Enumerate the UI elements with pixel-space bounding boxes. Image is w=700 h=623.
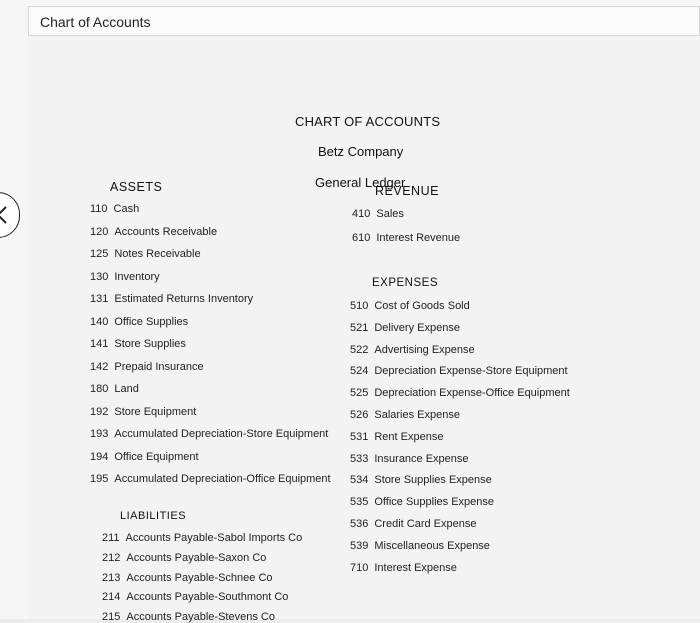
title-bar — [28, 6, 700, 36]
account-row — [90, 248, 201, 260]
account-name: Credit Card Expense — [374, 518, 477, 530]
account-row — [350, 496, 494, 508]
account-name: Store Supplies — [114, 338, 186, 350]
account-number: 524 — [350, 365, 369, 378]
account-row — [350, 322, 460, 334]
account-name: Interest Revenue — [376, 232, 461, 244]
account-name: Salaries Expense — [374, 409, 460, 421]
account-name: Notes Receivable — [114, 248, 201, 260]
account-name: Office Supplies Expense — [374, 496, 495, 509]
account-row — [90, 203, 139, 215]
account-number: 526 — [350, 409, 369, 421]
account-number: 539 — [350, 539, 369, 552]
account-row — [102, 552, 266, 564]
account-name: Accumulated Depreciation-Office Equipment — [114, 473, 331, 485]
account-name: Cost of Goods Sold — [374, 300, 470, 312]
account-number: 211 — [102, 532, 120, 544]
account-name: Accumulated Depreciation-Store Equipment — [114, 428, 329, 440]
account-number: 213 — [102, 571, 121, 584]
account-number: 131 — [90, 293, 109, 305]
chevron-left-icon — [0, 205, 8, 225]
account-number: 536 — [350, 518, 369, 530]
account-row — [350, 409, 460, 421]
account-name: Accounts Receivable — [114, 225, 218, 238]
account-name: Rent Expense — [374, 430, 444, 443]
account-number: 214 — [102, 591, 121, 604]
account-number: 525 — [350, 387, 369, 400]
account-number: 212 — [102, 551, 121, 564]
account-row — [90, 361, 204, 373]
account-row — [102, 532, 302, 544]
expenses-heading: EXPENSES — [372, 277, 438, 289]
account-name: Delivery Expense — [374, 321, 460, 334]
account-row — [350, 387, 570, 399]
account-row — [90, 451, 199, 463]
account-name: Accounts Payable-Saxon Co — [126, 551, 267, 564]
account-number: 195 — [90, 473, 109, 485]
account-number: 610 — [352, 232, 371, 244]
account-number: 120 — [90, 225, 109, 238]
account-name: Office Equipment — [114, 450, 199, 463]
account-number: 510 — [350, 300, 369, 312]
account-row — [350, 540, 490, 552]
account-name: Accounts Payable-Stevens Co — [126, 611, 275, 623]
account-number: 522 — [350, 343, 369, 356]
account-row — [90, 473, 331, 485]
back-button[interactable] — [0, 192, 20, 238]
account-name: Office Supplies — [114, 315, 189, 328]
account-name: Inventory — [114, 270, 160, 283]
account-name: Cash — [113, 203, 140, 215]
account-number: 140 — [90, 315, 109, 328]
account-row — [350, 453, 469, 465]
revenue-heading: REVENUE — [375, 184, 439, 198]
account-row — [350, 365, 568, 377]
account-row — [350, 431, 443, 443]
account-row — [90, 338, 186, 350]
page-title: CHART OF ACCOUNTS — [295, 114, 441, 129]
account-row — [102, 572, 273, 584]
account-name: Accounts Payable-Sabol Imports Co — [125, 532, 303, 544]
assets-heading: ASSETS — [110, 180, 163, 194]
account-name: Interest Expense — [374, 561, 457, 574]
account-number: 194 — [90, 450, 109, 463]
account-number: 125 — [90, 248, 109, 260]
account-number: 193 — [90, 428, 109, 440]
account-name: Depreciation Expense-Store Equipment — [374, 365, 568, 378]
account-row — [90, 383, 139, 395]
liabilities-heading: LIABILITIES — [120, 510, 187, 522]
account-row — [352, 208, 404, 220]
account-row — [90, 428, 328, 440]
window-title: Chart of Accounts — [40, 14, 151, 30]
account-row — [350, 474, 492, 486]
account-number: 141 — [90, 338, 109, 350]
account-number: 531 — [350, 430, 369, 443]
account-number: 535 — [350, 496, 369, 509]
account-name: Land — [114, 383, 139, 395]
account-name: Insurance Expense — [374, 452, 469, 465]
account-number: 710 — [350, 561, 369, 574]
account-row — [102, 591, 288, 603]
account-name: Store Equipment — [114, 405, 197, 418]
account-name: Sales — [376, 208, 404, 220]
account-row — [90, 316, 188, 328]
account-number: 192 — [90, 405, 109, 418]
account-number: 215 — [102, 611, 121, 623]
account-row — [350, 344, 475, 356]
account-row — [350, 518, 476, 530]
account-name: Depreciation Expense-Office Equipment — [374, 387, 570, 400]
ledger-name: General Ledger — [315, 175, 406, 190]
account-number: 180 — [90, 383, 109, 395]
account-name: Miscellaneous Expense — [374, 539, 490, 552]
account-name: Accounts Payable-Southmont Co — [126, 591, 289, 604]
account-row — [90, 406, 196, 418]
account-number: 521 — [350, 321, 369, 334]
account-row — [102, 611, 275, 623]
account-row — [352, 232, 460, 244]
account-row — [90, 271, 160, 283]
account-name: Store Supplies Expense — [374, 474, 492, 487]
account-name: Accounts Payable-Schnee Co — [126, 571, 273, 584]
account-number: 130 — [90, 270, 109, 283]
account-name: Prepaid Insurance — [114, 360, 204, 373]
account-name: Advertising Expense — [374, 343, 475, 356]
account-number: 410 — [352, 208, 371, 220]
account-row — [350, 562, 457, 574]
account-number: 110 — [90, 203, 108, 215]
account-number: 142 — [90, 360, 109, 373]
account-number: 534 — [350, 474, 369, 487]
account-number: 533 — [350, 452, 369, 465]
account-row — [90, 226, 217, 238]
chart-of-accounts-panel — [28, 36, 700, 623]
company-name: Betz Company — [318, 144, 404, 159]
account-name: Estimated Returns Inventory — [114, 293, 254, 305]
account-row — [350, 300, 470, 312]
account-row — [90, 293, 253, 305]
